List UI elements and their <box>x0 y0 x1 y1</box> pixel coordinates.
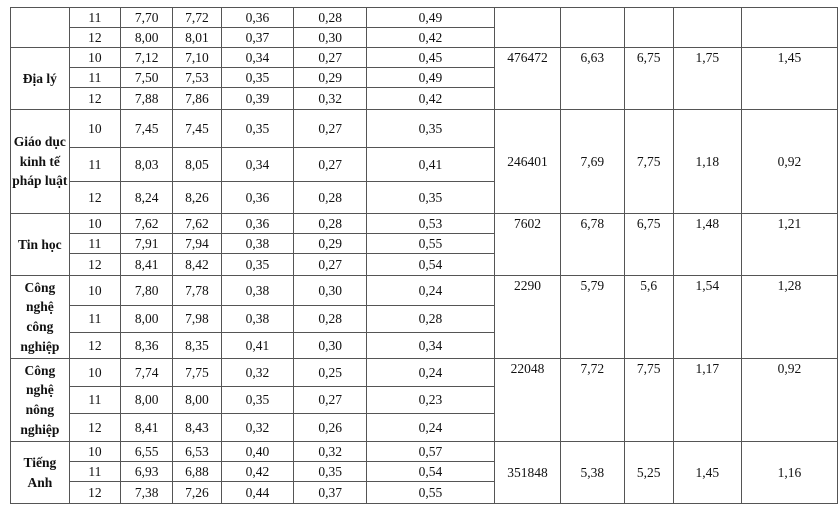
std-deviation-cell: 1,75 <box>673 48 741 110</box>
median-score-cell: 5,6 <box>624 276 673 359</box>
avg-2-cell: 7,26 <box>173 482 221 504</box>
avg-1-cell: 7,91 <box>121 234 173 254</box>
avg-2-cell: 8,42 <box>173 254 221 276</box>
table-row <box>11 276 838 306</box>
avg-1-cell: 8,24 <box>121 182 173 214</box>
extra-stat-cell: 1,45 <box>741 48 837 110</box>
avg-1-cell: 8,00 <box>121 387 173 414</box>
value-b-cell: 0,30 <box>294 28 367 48</box>
avg-1-cell: 7,62 <box>121 214 173 234</box>
value-c-cell: 0,24 <box>367 276 495 306</box>
value-a-cell: 0,35 <box>221 68 294 88</box>
std-deviation-cell: 1,54 <box>673 276 741 359</box>
std-deviation-cell: 1,45 <box>673 442 741 504</box>
candidate-count-cell: 7602 <box>494 214 560 276</box>
grade-cell: 11 <box>69 387 120 414</box>
value-a-cell: 0,35 <box>221 110 294 148</box>
value-a-cell: 0,37 <box>221 28 294 48</box>
table-row <box>11 442 838 462</box>
avg-2-cell: 8,26 <box>173 182 221 214</box>
value-b-cell: 0,28 <box>294 214 367 234</box>
value-a-cell: 0,41 <box>221 333 294 359</box>
candidate-count-cell <box>494 8 560 48</box>
mean-score-cell: 6,78 <box>561 214 624 276</box>
grade-cell: 12 <box>69 88 120 110</box>
value-b-cell: 0,30 <box>294 333 367 359</box>
table-row <box>11 214 838 234</box>
value-b-cell: 0,35 <box>294 462 367 482</box>
score-statistics-table <box>10 7 838 504</box>
grade-cell: 12 <box>69 414 120 442</box>
avg-2-cell: 7,53 <box>173 68 221 88</box>
value-b-cell: 0,29 <box>294 68 367 88</box>
value-a-cell: 0,36 <box>221 8 294 28</box>
grade-cell: 11 <box>69 148 120 182</box>
avg-2-cell: 8,01 <box>173 28 221 48</box>
value-a-cell: 0,38 <box>221 306 294 333</box>
value-c-cell: 0,54 <box>367 462 495 482</box>
avg-1-cell: 6,55 <box>121 442 173 462</box>
candidate-count-cell: 246401 <box>494 110 560 214</box>
extra-stat-cell: 1,21 <box>741 214 837 276</box>
mean-score-cell: 7,72 <box>561 359 624 442</box>
avg-2-cell: 8,05 <box>173 148 221 182</box>
grade-cell: 12 <box>69 482 120 504</box>
value-c-cell: 0,49 <box>367 68 495 88</box>
subject-name: Tiếng Anh <box>11 442 70 504</box>
std-deviation-cell <box>673 8 741 48</box>
avg-2-cell: 8,43 <box>173 414 221 442</box>
avg-2-cell: 7,75 <box>173 359 221 387</box>
grade-cell: 12 <box>69 254 120 276</box>
value-c-cell: 0,42 <box>367 88 495 110</box>
value-b-cell: 0,27 <box>294 110 367 148</box>
value-c-cell: 0,35 <box>367 110 495 148</box>
value-c-cell: 0,55 <box>367 482 495 504</box>
avg-2-cell: 7,94 <box>173 234 221 254</box>
subject-name: Công nghệ nông nghiệp <box>11 359 70 442</box>
value-b-cell: 0,29 <box>294 234 367 254</box>
grade-cell: 11 <box>69 68 120 88</box>
candidate-count-cell: 2290 <box>494 276 560 359</box>
avg-2-cell: 6,88 <box>173 462 221 482</box>
value-c-cell: 0,34 <box>367 333 495 359</box>
value-b-cell: 0,28 <box>294 306 367 333</box>
avg-1-cell: 7,38 <box>121 482 173 504</box>
value-a-cell: 0,44 <box>221 482 294 504</box>
value-a-cell: 0,38 <box>221 234 294 254</box>
grade-cell: 10 <box>69 110 120 148</box>
value-a-cell: 0,34 <box>221 148 294 182</box>
value-a-cell: 0,32 <box>221 359 294 387</box>
avg-1-cell: 7,88 <box>121 88 173 110</box>
avg-2-cell: 7,78 <box>173 276 221 306</box>
avg-1-cell: 7,74 <box>121 359 173 387</box>
grade-cell: 10 <box>69 359 120 387</box>
mean-score-cell: 5,38 <box>561 442 624 504</box>
value-c-cell: 0,42 <box>367 28 495 48</box>
avg-1-cell: 8,41 <box>121 414 173 442</box>
table-row <box>11 359 838 387</box>
value-b-cell: 0,28 <box>294 182 367 214</box>
value-b-cell: 0,27 <box>294 48 367 68</box>
grade-cell: 12 <box>69 28 120 48</box>
grade-cell: 11 <box>69 8 120 28</box>
value-b-cell: 0,26 <box>294 414 367 442</box>
value-a-cell: 0,35 <box>221 254 294 276</box>
avg-2-cell: 8,00 <box>173 387 221 414</box>
mean-score-cell: 7,69 <box>561 110 624 214</box>
grade-cell: 11 <box>69 306 120 333</box>
median-score-cell: 6,75 <box>624 214 673 276</box>
value-a-cell: 0,36 <box>221 214 294 234</box>
value-a-cell: 0,36 <box>221 182 294 214</box>
extra-stat-cell <box>741 8 837 48</box>
value-c-cell: 0,24 <box>367 359 495 387</box>
value-c-cell: 0,54 <box>367 254 495 276</box>
avg-1-cell: 8,41 <box>121 254 173 276</box>
grade-cell: 11 <box>69 462 120 482</box>
subject-name: Tin học <box>11 214 70 276</box>
value-c-cell: 0,28 <box>367 306 495 333</box>
median-score-cell <box>624 8 673 48</box>
avg-1-cell: 7,50 <box>121 68 173 88</box>
median-score-cell: 7,75 <box>624 110 673 214</box>
value-b-cell: 0,37 <box>294 482 367 504</box>
value-c-cell: 0,49 <box>367 8 495 28</box>
value-c-cell: 0,41 <box>367 148 495 182</box>
grade-cell: 10 <box>69 48 120 68</box>
avg-2-cell: 6,53 <box>173 442 221 462</box>
value-c-cell: 0,55 <box>367 234 495 254</box>
value-c-cell: 0,45 <box>367 48 495 68</box>
avg-2-cell: 7,86 <box>173 88 221 110</box>
subject-name: Công nghệ công nghiệp <box>11 276 70 359</box>
value-b-cell: 0,30 <box>294 276 367 306</box>
avg-1-cell: 7,12 <box>121 48 173 68</box>
candidate-count-cell: 351848 <box>494 442 560 504</box>
value-a-cell: 0,38 <box>221 276 294 306</box>
avg-1-cell: 8,36 <box>121 333 173 359</box>
extra-stat-cell: 0,92 <box>741 110 837 214</box>
grade-cell: 10 <box>69 442 120 462</box>
value-a-cell: 0,35 <box>221 387 294 414</box>
std-deviation-cell: 1,48 <box>673 214 741 276</box>
std-deviation-cell: 1,18 <box>673 110 741 214</box>
avg-2-cell: 7,62 <box>173 214 221 234</box>
mean-score-cell <box>561 8 624 48</box>
value-b-cell: 0,32 <box>294 88 367 110</box>
avg-1-cell: 8,00 <box>121 306 173 333</box>
grade-cell: 12 <box>69 182 120 214</box>
extra-stat-cell: 1,28 <box>741 276 837 359</box>
value-a-cell: 0,40 <box>221 442 294 462</box>
avg-2-cell: 7,98 <box>173 306 221 333</box>
avg-1-cell: 8,00 <box>121 28 173 48</box>
value-b-cell: 0,27 <box>294 254 367 276</box>
mean-score-cell: 6,63 <box>561 48 624 110</box>
mean-score-cell: 5,79 <box>561 276 624 359</box>
candidate-count-cell: 22048 <box>494 359 560 442</box>
subject-name: Giáo dục kinh tế pháp luật <box>11 110 70 214</box>
value-c-cell: 0,23 <box>367 387 495 414</box>
value-a-cell: 0,42 <box>221 462 294 482</box>
avg-1-cell: 7,80 <box>121 276 173 306</box>
value-a-cell: 0,39 <box>221 88 294 110</box>
table-body <box>11 8 838 504</box>
extra-stat-cell: 0,92 <box>741 359 837 442</box>
value-c-cell: 0,24 <box>367 414 495 442</box>
value-a-cell: 0,32 <box>221 414 294 442</box>
avg-1-cell: 6,93 <box>121 462 173 482</box>
value-a-cell: 0,34 <box>221 48 294 68</box>
avg-2-cell: 7,72 <box>173 8 221 28</box>
value-b-cell: 0,27 <box>294 387 367 414</box>
value-c-cell: 0,53 <box>367 214 495 234</box>
avg-1-cell: 8,03 <box>121 148 173 182</box>
subject-name: Địa lý <box>11 48 70 110</box>
avg-1-cell: 7,45 <box>121 110 173 148</box>
avg-1-cell: 7,70 <box>121 8 173 28</box>
grade-cell: 12 <box>69 333 120 359</box>
table-row <box>11 8 838 28</box>
extra-stat-cell: 1,16 <box>741 442 837 504</box>
grade-cell: 10 <box>69 214 120 234</box>
median-score-cell: 5,25 <box>624 442 673 504</box>
median-score-cell: 6,75 <box>624 48 673 110</box>
value-c-cell: 0,57 <box>367 442 495 462</box>
table-row <box>11 48 838 68</box>
grade-cell: 10 <box>69 276 120 306</box>
median-score-cell: 7,75 <box>624 359 673 442</box>
subject-name <box>11 8 70 48</box>
value-b-cell: 0,32 <box>294 442 367 462</box>
value-b-cell: 0,25 <box>294 359 367 387</box>
value-b-cell: 0,28 <box>294 8 367 28</box>
avg-2-cell: 7,10 <box>173 48 221 68</box>
value-c-cell: 0,35 <box>367 182 495 214</box>
table-row <box>11 110 838 148</box>
grade-cell: 11 <box>69 234 120 254</box>
std-deviation-cell: 1,17 <box>673 359 741 442</box>
candidate-count-cell: 476472 <box>494 48 560 110</box>
avg-2-cell: 7,45 <box>173 110 221 148</box>
value-b-cell: 0,27 <box>294 148 367 182</box>
avg-2-cell: 8,35 <box>173 333 221 359</box>
